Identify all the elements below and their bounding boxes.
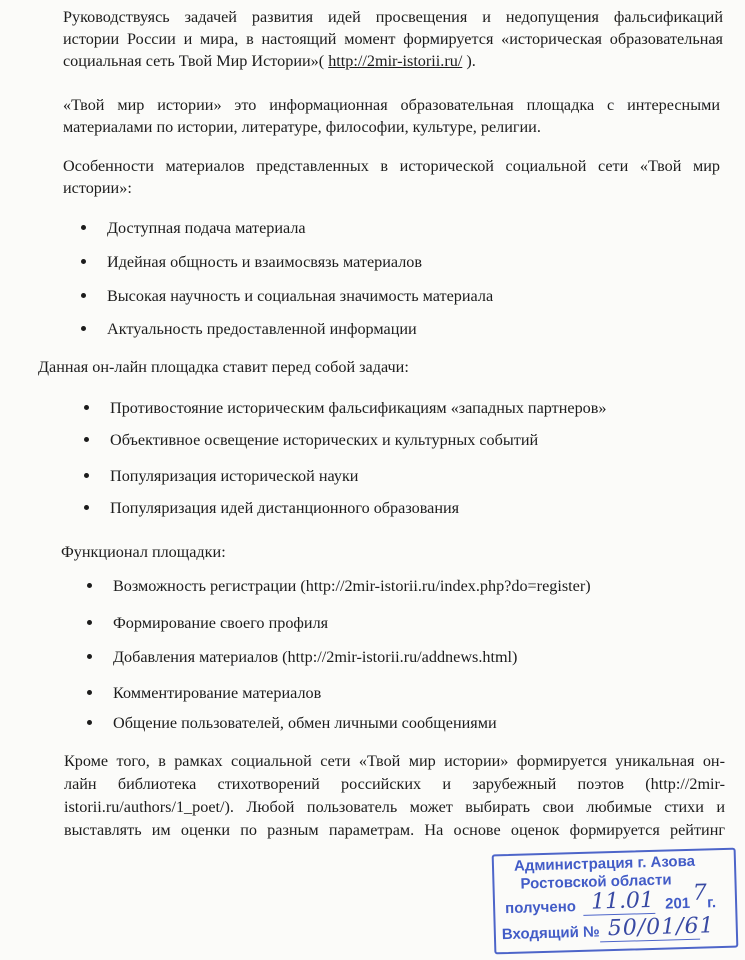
library-line-2: лайн библиотека стихотворений российских и зарубежный поэтов (http://2mir-	[64, 775, 725, 793]
list-item: Актуальность предоставленной информации	[107, 319, 417, 339]
stamp-incoming-number: 50/01/61	[607, 913, 715, 942]
bullet-icon	[87, 690, 92, 695]
bullet-icon	[87, 720, 92, 725]
bullet-icon	[84, 473, 89, 478]
list-item: Противостояние историческим фальсификациям «западных партнеров»	[110, 398, 607, 418]
library-line-1: Кроме того, в рамках социальной сети «Твой мир истории» формируется уникальная он-	[64, 752, 725, 770]
stamp-received-row	[505, 898, 576, 917]
intro-line-3-prefix: социальная сеть Твой Мир Истории»(	[63, 52, 325, 70]
about-line-1: «Твой мир истории» это информационная образовательная площадка с интересными	[63, 96, 720, 114]
tasks-heading: Данная он-лайн площадка ставит перед собой задачи:	[38, 358, 409, 376]
bullet-icon	[87, 620, 92, 625]
bullet-icon	[81, 326, 86, 331]
bullet-icon	[87, 583, 92, 588]
stamp-received-date: 11.01	[590, 887, 655, 915]
bullet-icon	[87, 654, 92, 659]
list-item: Возможность регистрации (http://2mir-istorii.ru/index.php?do=register)	[113, 576, 591, 596]
site-link[interactable]: http://2mir-istorii.ru/	[328, 52, 463, 70]
about-line-2: материалами по истории, литературе, философии, культуре, религии.	[63, 118, 541, 136]
intro-line-3-suffix: ).	[466, 52, 476, 70]
list-item: Популяризация идей дистанционного образования	[110, 498, 459, 518]
list-item: Комментирование материалов	[113, 683, 321, 703]
list-item: Доступная подача материала	[107, 218, 306, 238]
stamp-received-label: получено	[504, 898, 577, 918]
intro-line-2: истории России и мира, в настоящий момент формируется «историческая образовательная	[63, 30, 723, 48]
registration-stamp	[492, 848, 739, 955]
bullet-icon	[84, 505, 89, 510]
about-paragraph	[63, 94, 720, 138]
list-item: Формирование своего профиля	[113, 613, 328, 633]
features-heading-line-2: истории»:	[63, 179, 132, 197]
bullet-icon	[81, 293, 86, 298]
functions-heading: Функционал площадки:	[61, 543, 226, 561]
bullet-icon	[84, 405, 89, 410]
stamp-line-2: Ростовской области	[520, 871, 672, 893]
library-line-4: выставлять им оценки по разным параметрам. На основе оценок формируется рейтинг	[64, 821, 725, 839]
stamp-incoming-label: Входящий №	[501, 923, 600, 944]
library-paragraph	[64, 750, 725, 842]
stamp-year-printed: 201	[664, 894, 691, 913]
bullet-icon	[84, 437, 89, 442]
stamp-line-1: Администрация г. Азова	[513, 852, 696, 875]
intro-paragraph	[63, 6, 723, 72]
bullet-icon	[81, 259, 86, 264]
list-item: Высокая научность и социальная значимость материала	[107, 286, 493, 306]
list-item: Популяризация исторической науки	[110, 466, 358, 486]
features-heading-line-1: Особенности материалов представленных в исторической социальной сети «Твой мир	[63, 157, 720, 175]
list-item: Объективное освещение исторических и культурных событий	[110, 430, 538, 450]
features-heading	[63, 155, 720, 199]
bullet-icon	[81, 225, 86, 230]
stamp-year-suffix: г.	[706, 894, 717, 912]
intro-line-1: Руководствуясь задачей развития идей просвещения и недопущения фальсификаций	[63, 8, 723, 26]
stamp-year-handwritten: 7	[692, 880, 708, 906]
list-item: Идейная общность и взаимосвязь материалов	[107, 252, 422, 272]
intro-line-3	[63, 50, 723, 72]
list-item: Общение пользователей, обмен личными сообщениями	[113, 713, 497, 733]
library-line-3: istorii.ru/authors/1_poet/). Любой пользователь может выбирать свои любимые стихи и	[64, 798, 725, 816]
list-item: Добавления материалов (http://2mir-istorii.ru/addnews.html)	[113, 647, 517, 667]
